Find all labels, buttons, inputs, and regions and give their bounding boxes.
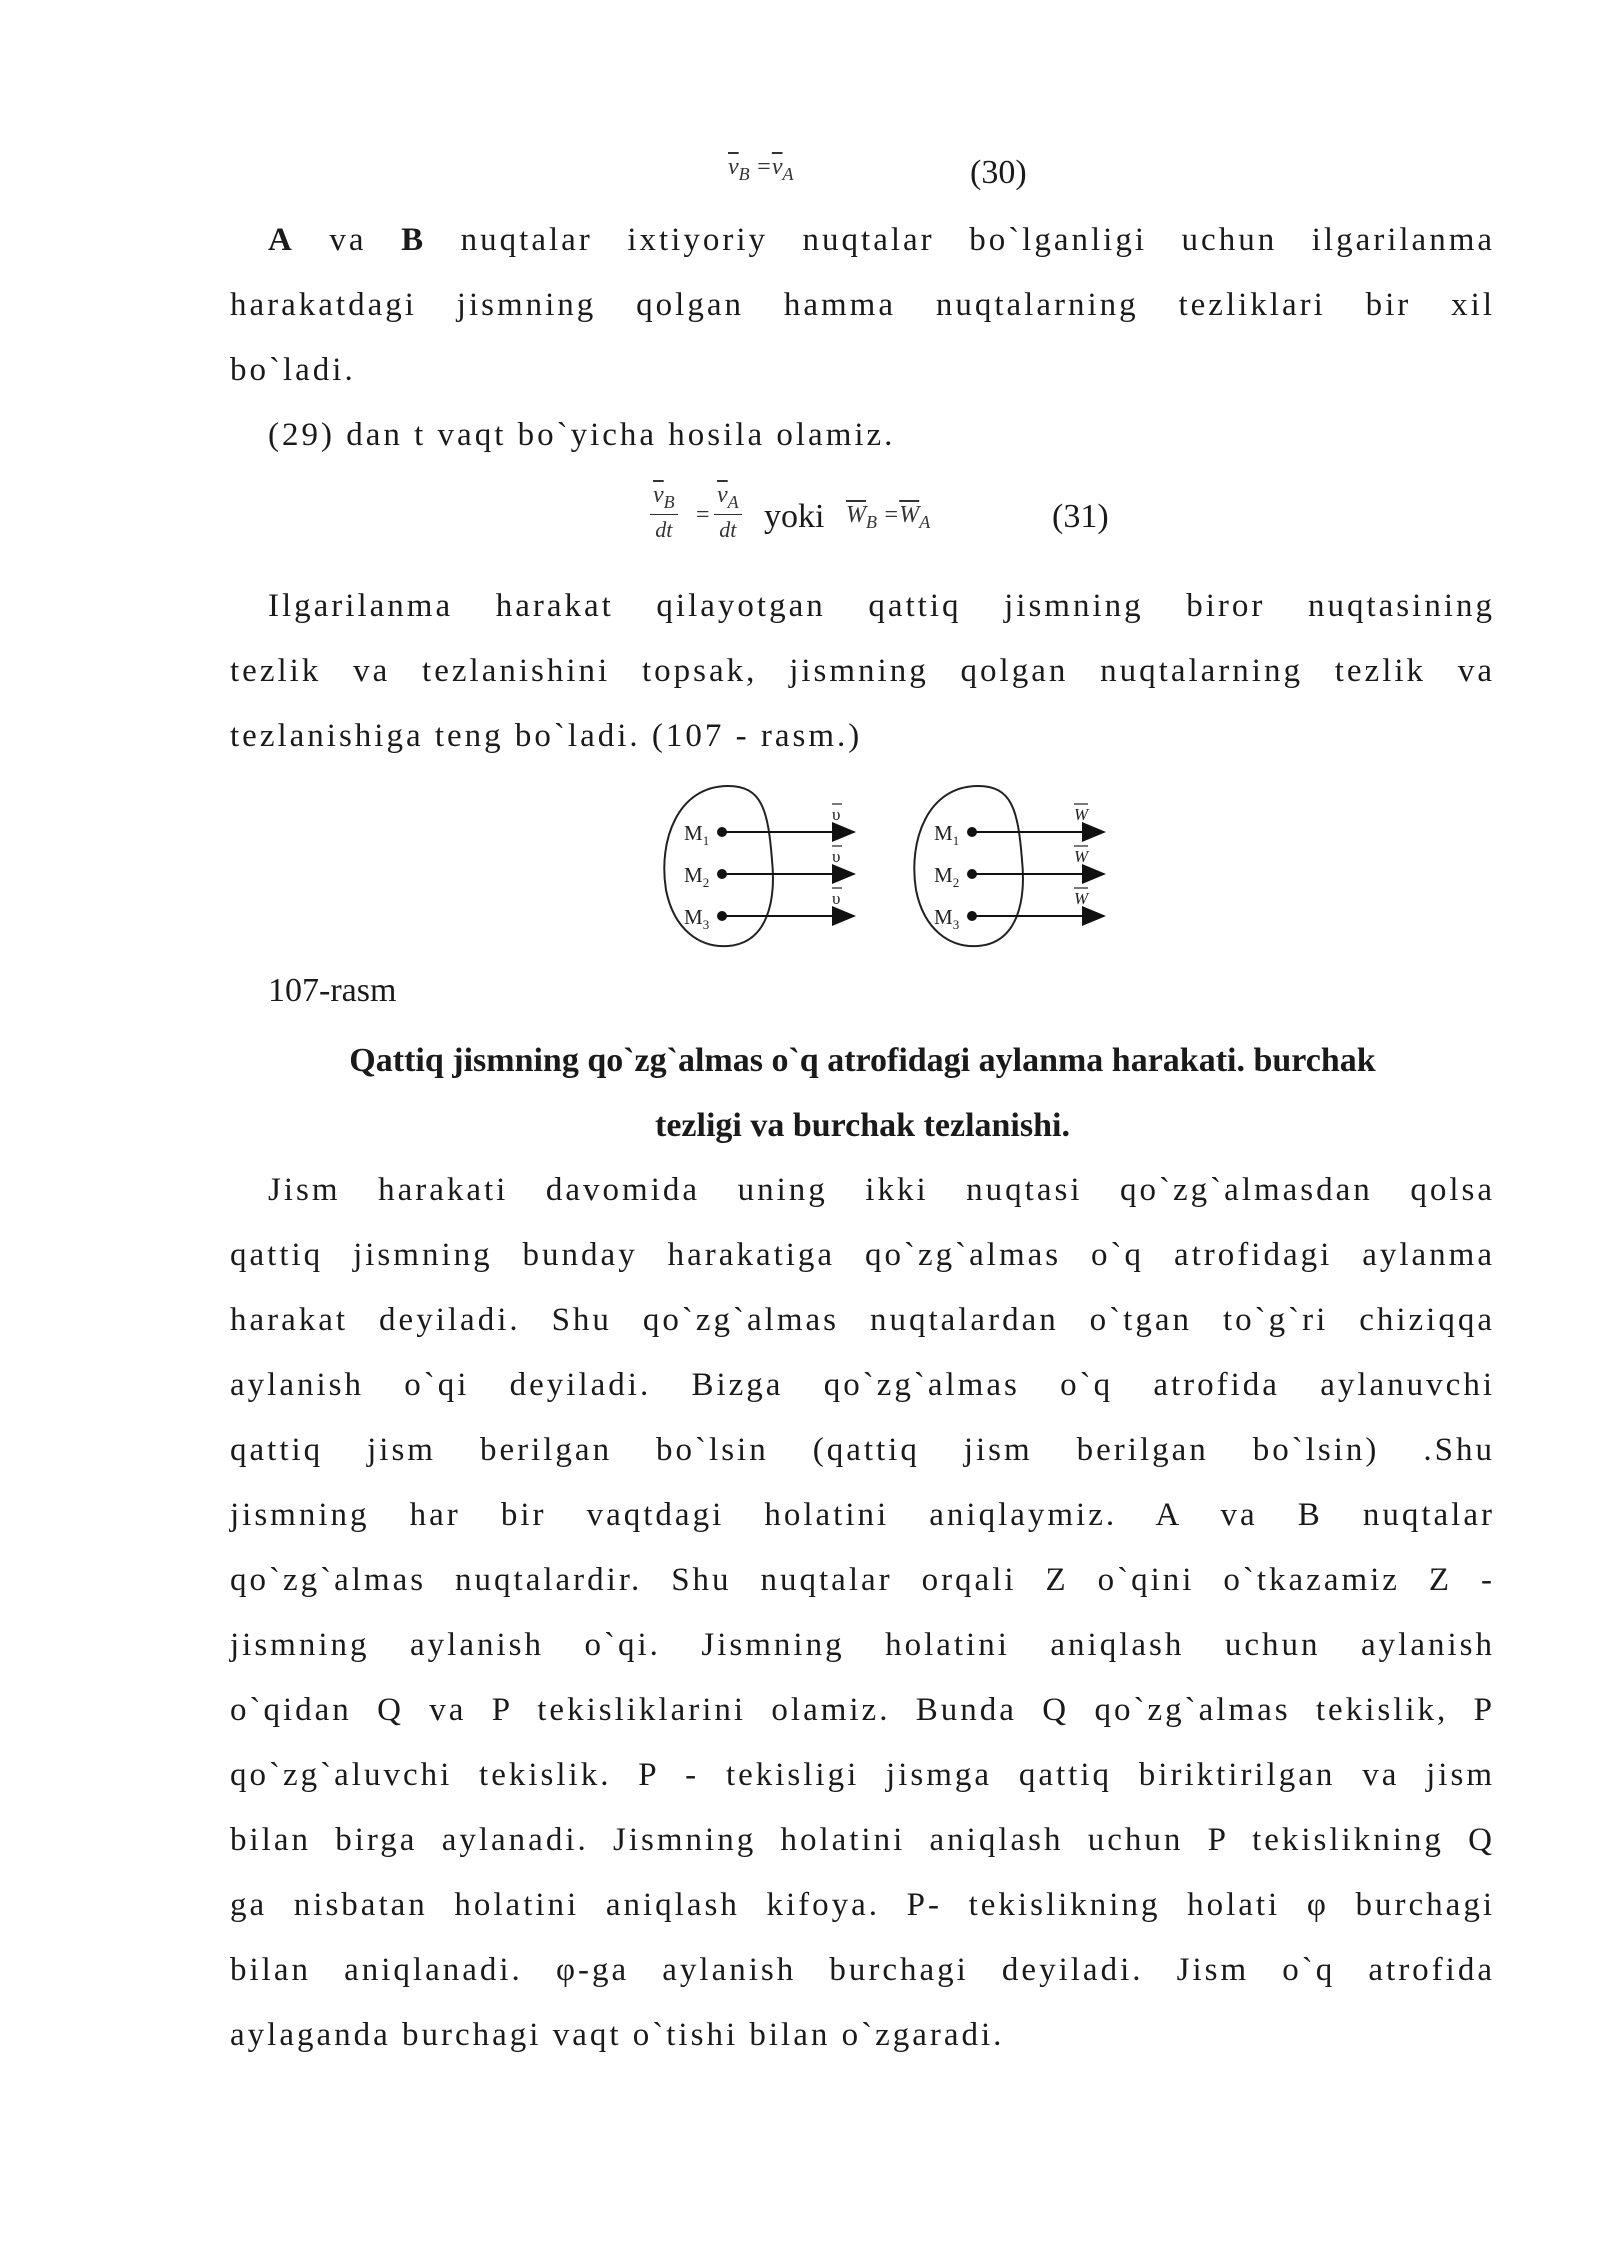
eq30-lhs: $\overline{v}$ xyxy=(728,154,739,180)
right-label-m1: $M_1$ xyxy=(934,821,960,848)
paragraph-3-line-3: tezlanishiga teng bo`ladi. (107 - rasm.) xyxy=(230,718,863,754)
equation-30-number: (30) xyxy=(970,154,1027,191)
eq31-fraction-1 xyxy=(650,482,678,543)
paragraph-4-line: qo`zg`aluvchi tekislik. P - tekisligi jismga qattiq biriktirilgan va jism xyxy=(230,1757,1495,1793)
bold-point-b: B xyxy=(401,222,427,258)
left-vector-label-2: υ xyxy=(832,847,841,866)
eq31-frac2-num-sub: A xyxy=(727,492,739,512)
paragraph-4-line: Jism harakati davomida uning ikki nuqtasi qo`zg`almasdan qolsa xyxy=(268,1172,1495,1208)
figure-107 xyxy=(650,780,1110,950)
left-vector-label-3: υ xyxy=(832,889,841,908)
paragraph-3 xyxy=(230,574,1495,769)
section-heading-line-2: tezligi va burchak tezlanishi. xyxy=(655,1107,1070,1144)
left-label-m1: $M_1$ xyxy=(684,821,710,848)
paragraph-4-line: bilan birga aylanadi. Jismning holatini aniqlash uchun P tekislikning Q xyxy=(230,1822,1495,1858)
paragraph-4-line: jismning har bir vaqtdagi holatini aniqlaymiz. A va B nuqtalar xyxy=(230,1497,1495,1533)
eq30-equals: = xyxy=(755,154,772,180)
eq30-rhs-sub: A xyxy=(782,164,794,184)
eq31-fraction-2 xyxy=(714,482,742,543)
eq31-yoki: yoki xyxy=(764,498,825,535)
paragraph-4-line: o`qidan Q va P tekisliklarini olamiz. Bunda Q qo`zg`almas tekislik, P xyxy=(230,1692,1495,1728)
right-vector-label-3: W xyxy=(1074,889,1089,908)
eq31-w-lhs-sub: B xyxy=(866,512,877,532)
paragraph-4-line: jismning aylanish o`qi. Jismning holatini aniqlash uchun aylanish xyxy=(230,1627,1495,1663)
left-point-3 xyxy=(717,911,727,921)
eq31-frac2-den: dt xyxy=(719,517,737,542)
eq30-rhs: $\overline{v}$ xyxy=(771,154,783,180)
right-label-m2: $M_2$ xyxy=(934,863,960,890)
paragraph-1-line-3: bo`ladi. xyxy=(230,352,356,388)
paragraph-4-line: aylaganda burchagi vaqt o`tishi bilan o`zgaradi. xyxy=(230,2017,1005,2053)
right-point-2 xyxy=(967,869,977,879)
left-point-2 xyxy=(717,869,727,879)
eq31-frac1-num-sub: B xyxy=(663,492,675,512)
eq31-w-equals: = xyxy=(883,502,900,528)
eq31-frac2-num: $\overline{v}$ xyxy=(717,482,728,508)
left-point-1 xyxy=(717,827,727,837)
eq31-w-rhs-sub: A xyxy=(919,512,931,532)
right-point-3 xyxy=(967,911,977,921)
paragraph-4-line: ga nisbatan holatini aniqlash kifoya. P- tekislikning holati φ burchagi xyxy=(230,1887,1495,1923)
paragraph-4-line: aylanish o`qi deyiladi. Bizga qo`zg`almas o`q atrofida aylanuvchi xyxy=(230,1367,1495,1403)
left-vector-label-1: υ xyxy=(832,805,841,824)
paragraph-1-line-2: harakatdagi jismning qolgan hamma nuqtalarning tezliklari bir xil xyxy=(230,287,1495,323)
eq30-lhs-sub: B xyxy=(738,164,750,184)
paragraph-2: (29) dan t vaqt bo`yicha hosila olamiz. xyxy=(268,417,896,453)
right-vector-label-1: W xyxy=(1074,805,1089,824)
paragraph-3-line-1: Ilgarilanma harakat qilayotgan qattiq jismning biror nuqtasining xyxy=(268,588,1495,624)
equation-31-number: (31) xyxy=(1052,498,1109,535)
right-point-1 xyxy=(967,827,977,837)
left-body-outline xyxy=(664,786,773,946)
section-heading xyxy=(230,1028,1495,1158)
eq31-w-lhs: $\overline{W}$ xyxy=(846,502,866,528)
left-label-m3: $M_3$ xyxy=(684,905,710,932)
equation-31 xyxy=(0,482,1600,562)
left-label-m2: $M_2$ xyxy=(684,863,710,890)
paragraph-4-line: qo`zg`almas nuqtalardir. Shu nuqtalar orqali Z o`qini o`tkazamiz Z - xyxy=(230,1562,1495,1598)
eq31-equals: = xyxy=(696,502,710,528)
equation-30-expression xyxy=(728,154,794,185)
equation-30 xyxy=(0,150,1600,200)
eq31-frac1-num: $\overline{v}$ xyxy=(653,482,664,508)
paragraph-4-line: harakat deyiladi. Shu qo`zg`almas nuqtalardan o`tgan to`g`ri chiziqqa xyxy=(230,1302,1495,1338)
paragraph-4-line: qattiq jismning bunday harakatiga qo`zg`almas o`q atrofidagi aylanma xyxy=(230,1237,1495,1273)
paragraph-1-line-1-rest: nuqtalar ixtiyoriy nuqtalar bo`lganligi uchun ilgarilanma xyxy=(460,222,1496,258)
right-body-outline xyxy=(914,786,1023,946)
paragraph-4 xyxy=(230,1158,1495,2068)
section-heading-line-1: Qattiq jismning qo`zg`almas o`q atrofidagi aylanma harakati. burchak xyxy=(349,1042,1376,1079)
paragraph-4-line: bilan aniqlanadi. φ-ga aylanish burchagi deyiladi. Jism o`q atrofida xyxy=(230,1952,1495,1988)
word-va: va xyxy=(329,222,367,258)
paragraph-4-line: qattiq jism berilgan bo`lsin (qattiq jism berilgan bo`lsin) .Shu xyxy=(230,1432,1495,1468)
right-vector-label-2: W xyxy=(1074,847,1089,866)
paragraph-3-line-2: tezlik va tezlanishini topsak, jismning qolgan nuqtalarning tezlik va xyxy=(230,653,1495,689)
eq31-frac1-den: dt xyxy=(655,517,673,542)
right-label-m3: $M_3$ xyxy=(934,905,960,932)
bold-point-a: A xyxy=(268,222,295,258)
eq31-w-rhs: $\overline{W}$ xyxy=(899,502,920,528)
eq31-w-expression xyxy=(846,502,930,533)
paragraph-1 xyxy=(230,208,1495,403)
paragraph-1-line-1 xyxy=(230,208,1495,273)
figure-caption: 107-rasm xyxy=(268,972,397,1009)
